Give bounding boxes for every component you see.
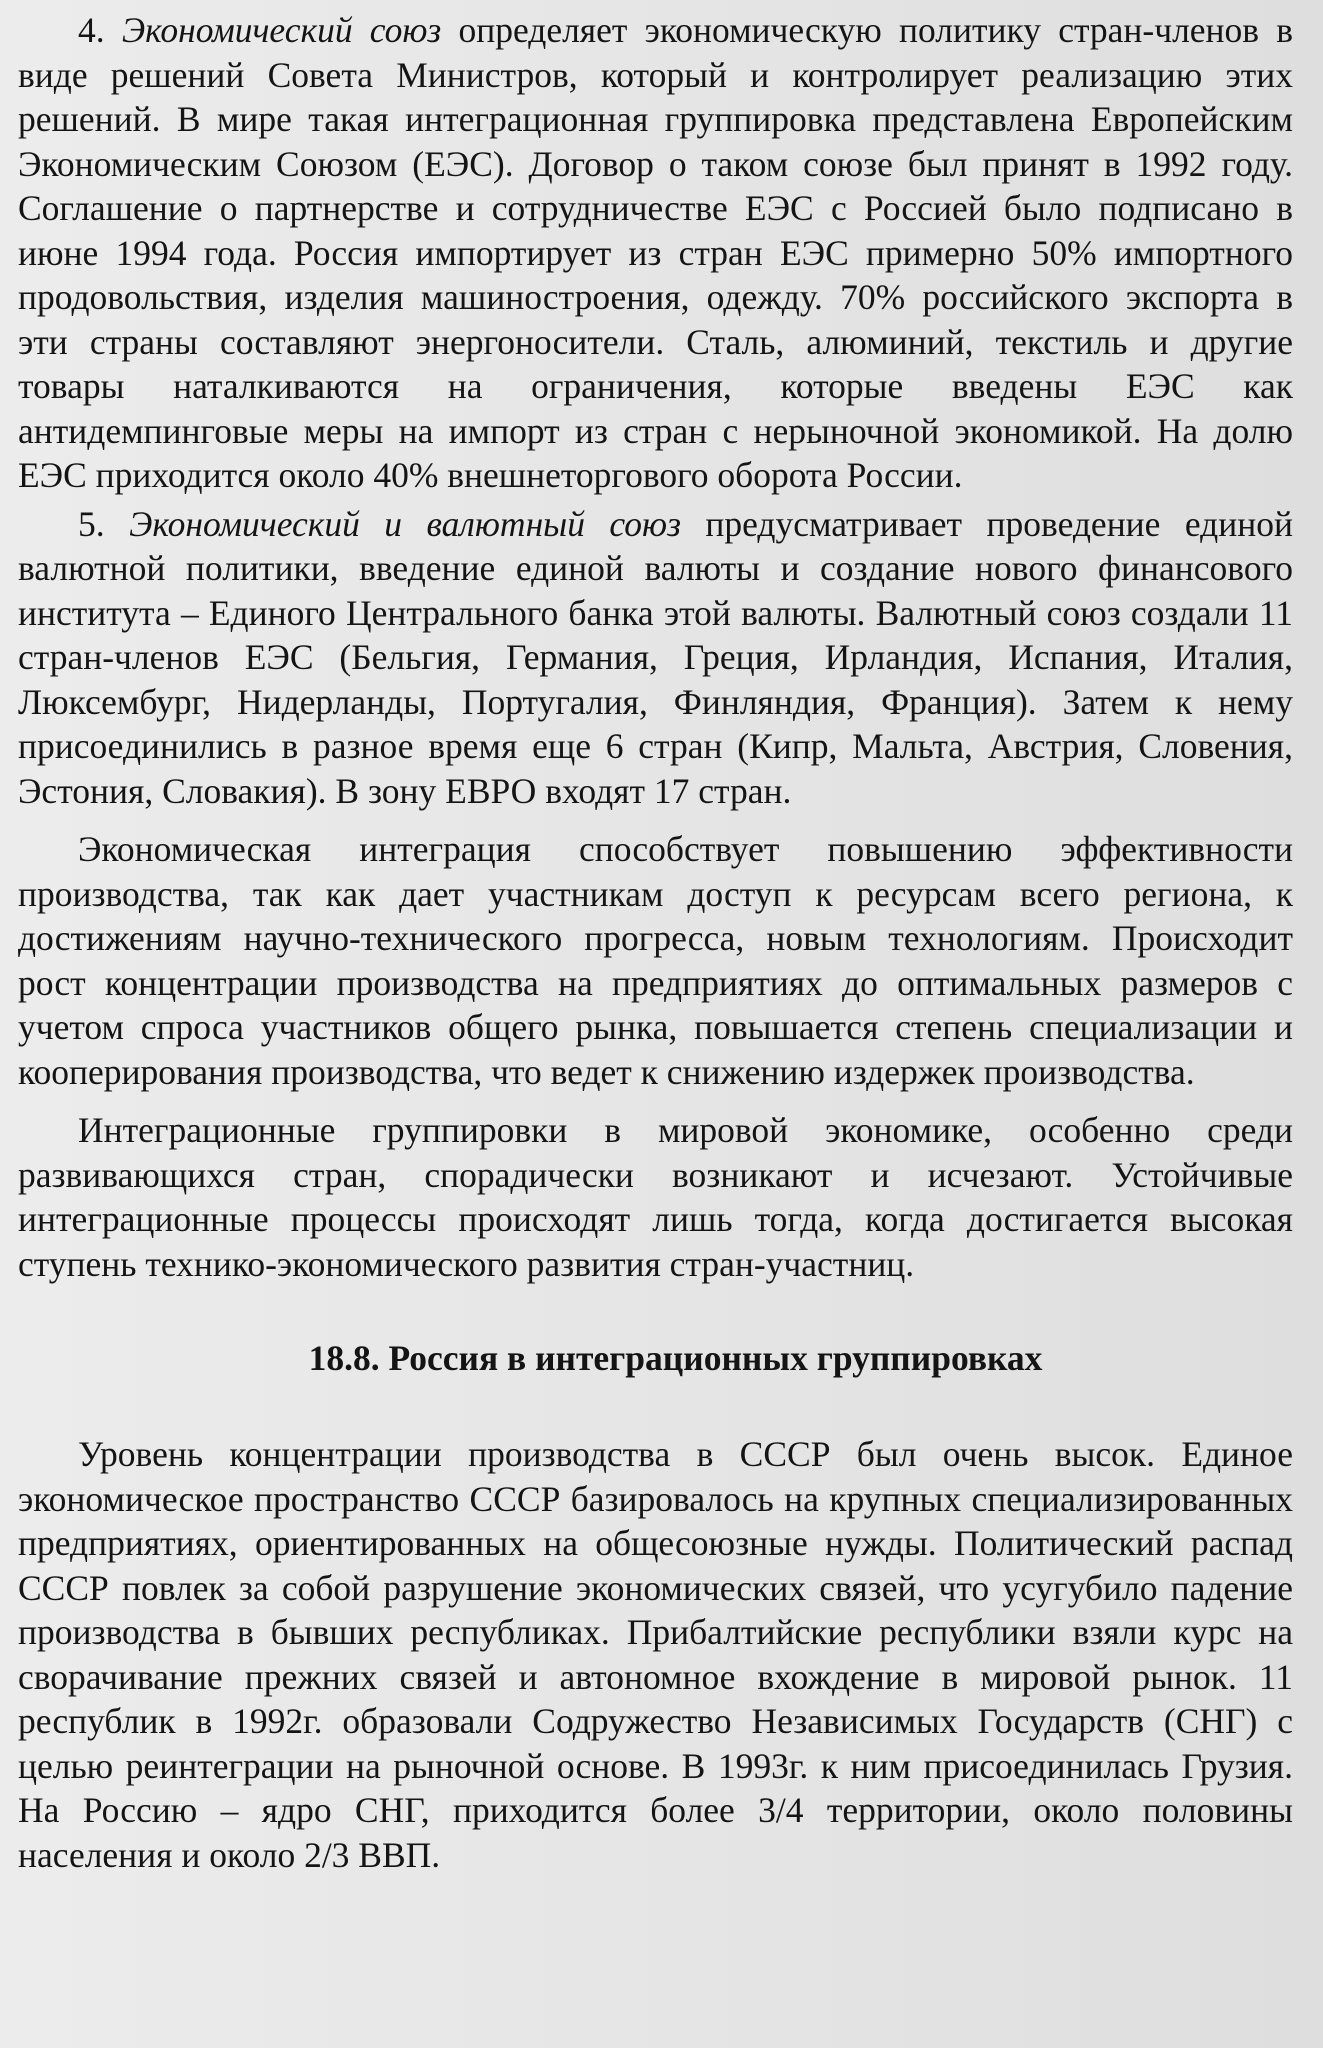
paragraph-ussr-concentration: Уровень концентрации производства в СССР был очень высок. Единое экономическое пространство СССР базировалось на крупных специализированных предприятиях, ориентированных на общесоюзные нужды. Политический распад СССР повлек за собой разрушение экономических связей, что усугубило падение производства в бывших республиках. Прибалтийские республики взяли курс на сворачивание прежних связей и автономное вхождение в мировой рынок. 11 республик в 1992г. образовали Содружество Независимых Государств (СНГ) с целью реинтеграции на рыночной основе. В 1993г. к ним присоединилась Грузия. На Россию – ядро СНГ, приходится более 3/4 территории, около половины населения и около 2/3 ВВП. [18, 1434, 1293, 1875]
paragraph-text: предусматривает проведение единой валютной политики, введение единой валюты и создание нового финансового института – Единого Центрального банка этой валюты. Валютный союз создали 11 стран-членов ЕЭС (Бельгия, Германия, Греция, Ирландия, Испания, Италия, Люксембург, Нидерланды, Португалия, Финляндия, Франция). Затем к нему присоединились в разное время еще 6 стран (Кипр, Мальта, Австрия, Словения, Эстония, Словакия). В зону ЕВРО входят 17 стран. [18, 503, 1293, 811]
paragraph-monetary-union [18, 502, 1293, 814]
paragraph-text: определяет экономическую политику стран-членов в виде решений Совета Министров, который и контролирует реализацию этих решений. В мире такая интеграционная группировка представлена Европейским Экономическим Союзом (ЕЭС). Договор о таком союзе был принят в 1992 году. Соглашение о партнерстве и сотрудничестве ЕЭС с Россией было подписано в июне 1994 года. Россия импортирует из стран ЕЭС примерно 50% импортного продовольствия, изделия машиностроения, одежду. 70% российского экспорта в эти страны составляют энергоносители. Сталь, алюминий, текстиль и другие товары наталкиваются на ограничения, которые введены ЕЭС как антидемпинговые меры на импорт из стран с нерыночной экономикой. На долю ЕЭС приходится около 40% внешнеторгового оборота России. [18, 10, 1294, 495]
item-number: 5. [78, 503, 105, 544]
paragraph-integration-groups: Интеграционные группировки в мировой экономике, особенно среди развивающихся стран, спорадически возникают и исчезают. Устойчивые интеграционные процессы происходят лишь тогда, когда достигается высокая ступень технико-экономического развития стран-участниц. [18, 1110, 1293, 1284]
paragraph-economic-union [18, 8, 1293, 498]
item-number: 4. [78, 10, 105, 50]
term-italic: Экономический и валютный союз [129, 503, 681, 544]
section-heading: 18.8. Россия в интеграционных группировках [308, 1338, 1043, 1378]
term-italic: Экономический союз [121, 10, 442, 50]
paragraph-integration-efficiency: Экономическая интеграция способствует повышению эффективности производства, так как дает участникам доступ к ресурсам всего региона, к достижениям научно-технического прогресса, новым технологиям. Происходит рост концентрации производства на предприятиях до оптимальных размеров с учетом спроса участников общего рынка, повышается степень специализации и кооперирования производства, что ведет к снижению издержек производства. [18, 829, 1293, 1092]
